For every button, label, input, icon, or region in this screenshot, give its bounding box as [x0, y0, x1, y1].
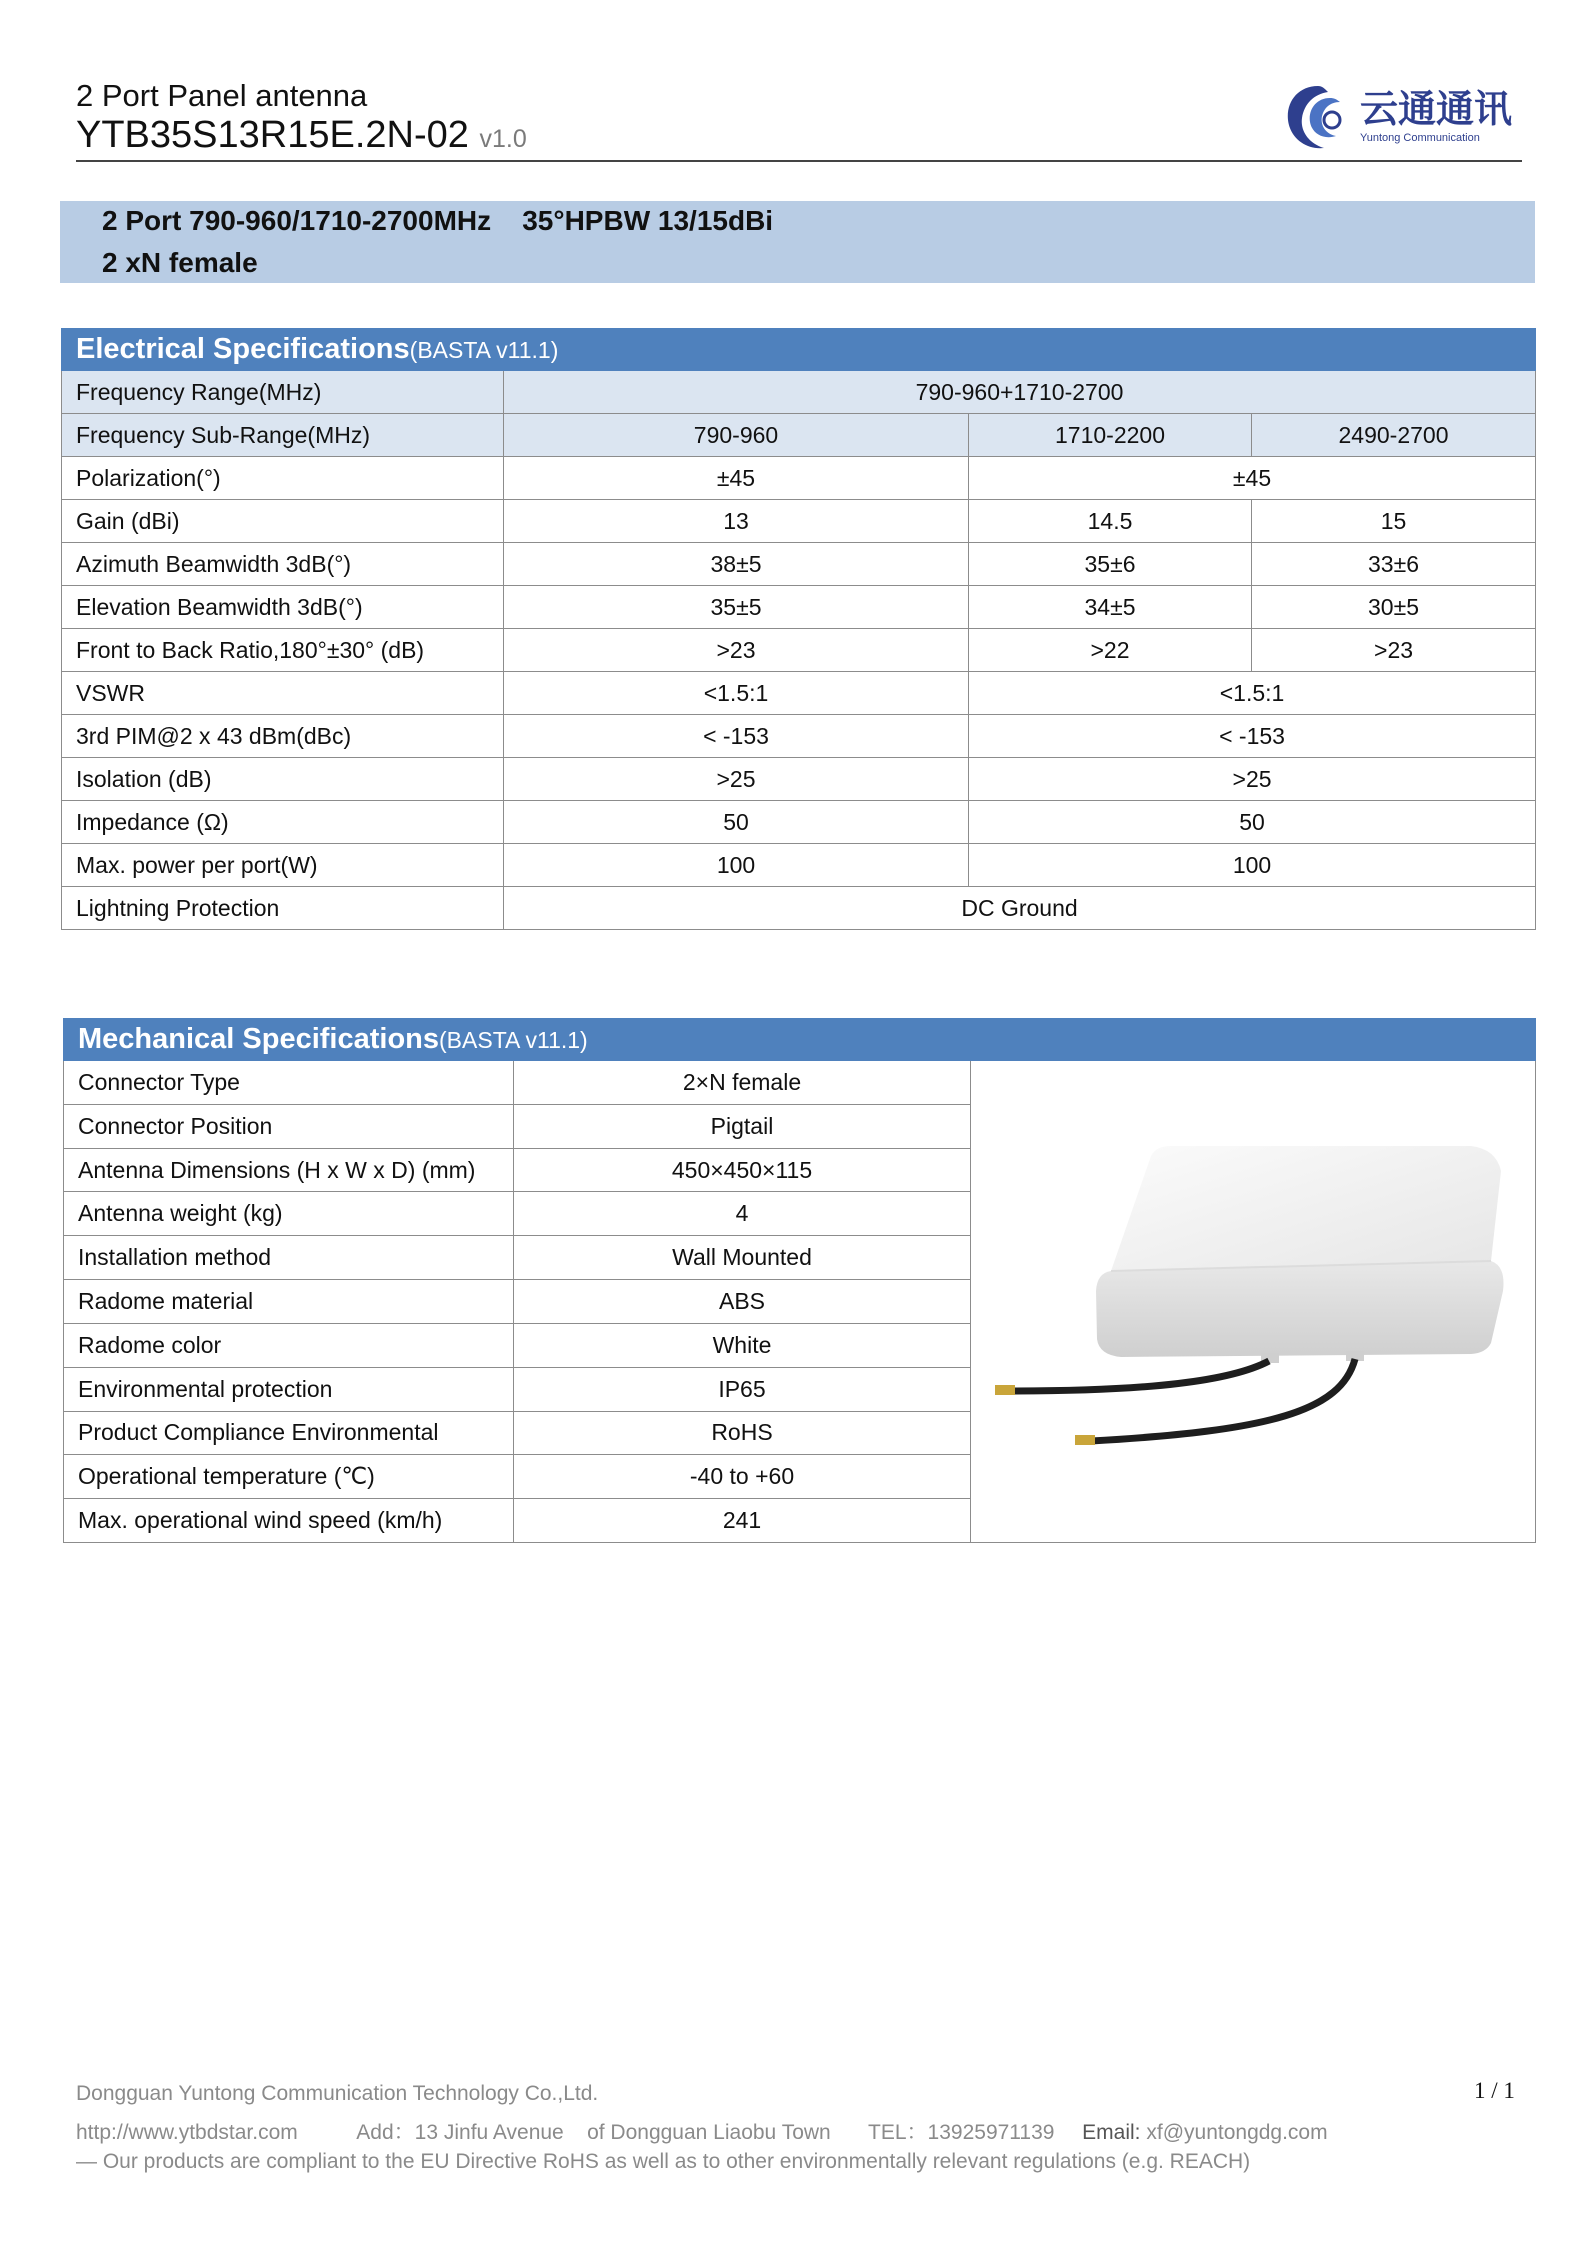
row-value: <1.5:1	[969, 672, 1536, 715]
row-value: 15	[1252, 500, 1536, 543]
mechanical-title: Mechanical Specifications	[78, 1023, 440, 1055]
row-value: 100	[504, 844, 969, 887]
row-value: >25	[969, 758, 1536, 801]
banner-line-2: 2 xN female	[102, 247, 258, 278]
row-value: 33±6	[1252, 543, 1536, 586]
row-value: 38±5	[504, 543, 969, 586]
model-title	[76, 114, 527, 157]
row-label: Installation method	[64, 1236, 514, 1280]
footer-email-label: Email:	[1082, 2121, 1141, 2144]
table-row	[62, 543, 1536, 586]
table-row	[62, 758, 1536, 801]
row-value: >23	[504, 629, 969, 672]
row-value: 100	[969, 844, 1536, 887]
table-row	[62, 414, 1536, 457]
model-number: YTB35S13R15E.2N-02	[76, 114, 469, 156]
table-row	[62, 715, 1536, 758]
row-value: 50	[504, 801, 969, 844]
row-label: Impedance (Ω)	[62, 801, 504, 844]
row-label: Max. operational wind speed (km/h)	[64, 1499, 514, 1543]
row-label: Connector Type	[64, 1061, 514, 1105]
row-label: Antenna Dimensions (H x W x D) (mm)	[64, 1148, 514, 1192]
row-value: IP65	[514, 1367, 971, 1411]
row-label: Isolation (dB)	[62, 758, 504, 801]
row-value: 50	[969, 801, 1536, 844]
row-value: -40 to +60	[514, 1455, 971, 1499]
row-value: 790-960+1710-2700	[504, 371, 1536, 414]
product-type: 2 Port Panel antenna	[76, 78, 368, 113]
row-label: Polarization(°)	[62, 457, 504, 500]
row-value: 2490-2700	[1252, 414, 1536, 457]
row-value: < -153	[969, 715, 1536, 758]
row-label: Connector Position	[64, 1104, 514, 1148]
row-label: Lightning Protection	[62, 887, 504, 930]
antenna-image-cell	[971, 1061, 1536, 1543]
electrical-spec-table	[61, 328, 1536, 930]
row-value: 14.5	[969, 500, 1252, 543]
page-number: 1 / 1	[1474, 2078, 1515, 2103]
footer-tel: TEL：13925971139	[868, 2121, 1055, 2144]
row-label: Radome color	[64, 1323, 514, 1367]
table-row	[62, 844, 1536, 887]
footer-contact-line	[76, 2116, 1328, 2146]
electrical-section-header	[62, 329, 1536, 371]
table-row	[64, 1061, 1536, 1105]
mechanical-section-header	[64, 1019, 1536, 1061]
table-row	[62, 629, 1536, 672]
row-value: ABS	[514, 1280, 971, 1324]
table-row	[62, 500, 1536, 543]
header-divider	[76, 160, 1522, 162]
logo-english-name: Yuntong Communication	[1360, 132, 1480, 144]
row-value: 13	[504, 500, 969, 543]
row-value: >25	[504, 758, 969, 801]
row-value: < -153	[504, 715, 969, 758]
row-value: 450×450×115	[514, 1148, 971, 1192]
row-value: 34±5	[969, 586, 1252, 629]
row-label: Radome material	[64, 1280, 514, 1324]
row-value: 790-960	[504, 414, 969, 457]
antenna-product-image	[971, 1061, 1534, 1536]
row-value: 35±6	[969, 543, 1252, 586]
table-row	[62, 457, 1536, 500]
row-value: Pigtail	[514, 1104, 971, 1148]
row-label: Product Compliance Environmental	[64, 1411, 514, 1455]
row-value: 30±5	[1252, 586, 1536, 629]
table-row	[62, 801, 1536, 844]
row-label: 3rd PIM@2 x 43 dBm(dBc)	[62, 715, 504, 758]
row-value: 35±5	[504, 586, 969, 629]
footer-email[interactable]: xf@yuntongdg.com	[1146, 2121, 1328, 2144]
row-value: White	[514, 1323, 971, 1367]
row-label: Gain (dBi)	[62, 500, 504, 543]
row-label: Azimuth Beamwidth 3dB(°)	[62, 543, 504, 586]
website-link[interactable]: http://www.ytbdstar.com	[76, 2121, 298, 2144]
footer-address: Add：13 Jinfu Avenue of Dongguan Liaobu Town	[356, 2121, 831, 2144]
product-summary-banner	[60, 201, 1535, 283]
version-label: v1.0	[479, 125, 527, 153]
logo-mark-icon	[1282, 80, 1354, 154]
row-value: >23	[1252, 629, 1536, 672]
row-label: Antenna weight (kg)	[64, 1192, 514, 1236]
footer-compliance: — Our products are compliant to the EU Directive RoHS as well as to other environmentally relevant regulations (e.g. REACH)	[76, 2150, 1251, 2173]
row-label: Front to Back Ratio,180°±30° (dB)	[62, 629, 504, 672]
electrical-subtitle: (BASTA v11.1)	[409, 337, 559, 363]
row-value: 4	[514, 1192, 971, 1236]
row-label: Operational temperature (℃)	[64, 1455, 514, 1499]
row-value: RoHS	[514, 1411, 971, 1455]
row-value: Wall Mounted	[514, 1236, 971, 1280]
row-label: Frequency Range(MHz)	[62, 371, 504, 414]
row-label: Elevation Beamwidth 3dB(°)	[62, 586, 504, 629]
row-label: Frequency Sub-Range(MHz)	[62, 414, 504, 457]
mechanical-spec-table	[63, 1018, 1536, 1543]
row-label: Environmental protection	[64, 1367, 514, 1411]
row-value: 2×N female	[514, 1061, 971, 1105]
footer-company: Dongguan Yuntong Communication Technology Co.,Ltd.	[76, 2082, 599, 2105]
banner-line-1: 2 Port 790-960/1710-2700MHz 35°HPBW 13/15dBi	[102, 205, 774, 236]
electrical-title: Electrical Specifications	[76, 333, 410, 365]
logo-chinese-name: 云通通讯	[1360, 87, 1513, 131]
row-value: >22	[969, 629, 1252, 672]
row-value: 1710-2200	[969, 414, 1252, 457]
row-value: ±45	[969, 457, 1536, 500]
table-row	[62, 672, 1536, 715]
row-value: DC Ground	[504, 887, 1536, 930]
mechanical-subtitle: (BASTA v11.1)	[439, 1027, 588, 1053]
row-value: ±45	[504, 457, 969, 500]
row-label: VSWR	[62, 672, 504, 715]
row-value: <1.5:1	[504, 672, 969, 715]
table-row	[62, 887, 1536, 930]
row-value: 241	[514, 1499, 971, 1543]
table-row	[62, 371, 1536, 414]
company-logo	[1282, 76, 1522, 158]
table-row	[62, 586, 1536, 629]
row-label: Max. power per port(W)	[62, 844, 504, 887]
